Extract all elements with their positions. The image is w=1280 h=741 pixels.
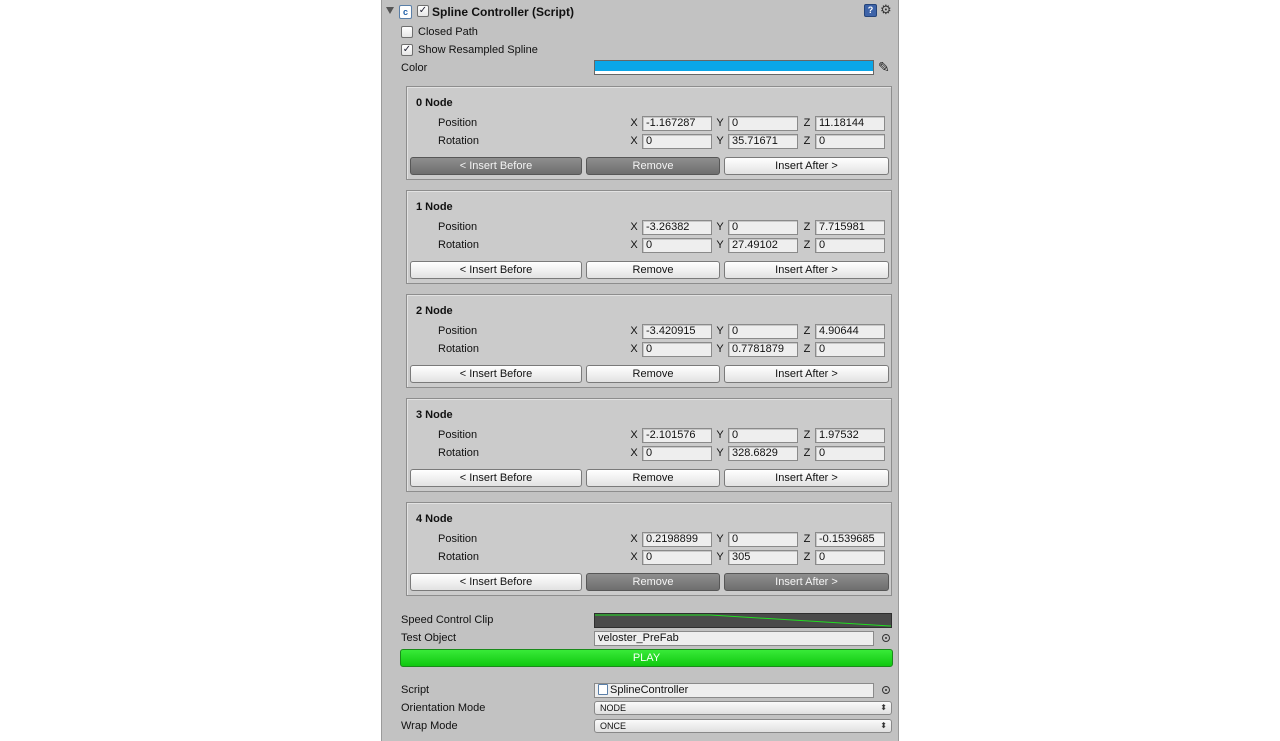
rotation-z-field[interactable]: 0 [815, 238, 885, 253]
rotation-y-field[interactable]: 35.71671 [728, 134, 798, 149]
axis-y-label: Y [716, 429, 724, 441]
script-file-icon [598, 684, 608, 695]
rotation-label: Rotation [438, 447, 479, 459]
axis-z-label: Z [803, 429, 811, 441]
position-label: Position [438, 221, 478, 233]
position-y-field[interactable]: 0 [728, 116, 798, 131]
axis-z-label: Z [803, 135, 811, 147]
position-x-field[interactable]: -3.420915 [642, 324, 712, 339]
insert-after-button[interactable]: Insert After > [724, 261, 889, 279]
speed-curve-field[interactable] [594, 613, 892, 628]
rotation-y-field[interactable]: 328.6829 [728, 446, 798, 461]
script-field-value: SplineController [610, 684, 689, 696]
insert-before-button[interactable]: < Insert Before [410, 469, 582, 487]
axis-x-label: X [630, 447, 638, 459]
axis-x-label: X [630, 429, 638, 441]
axis-x-label: X [630, 117, 638, 129]
position-y-field[interactable]: 0 [728, 220, 798, 235]
color-field[interactable] [594, 60, 874, 75]
node-title: 4 Node [416, 513, 453, 525]
position-label: Position [438, 533, 478, 545]
component-title: Spline Controller (Script) [432, 5, 575, 19]
axis-y-label: Y [716, 551, 724, 563]
axis-y-label: Y [716, 343, 724, 355]
rotation-label: Rotation [438, 343, 479, 355]
axis-z-label: Z [803, 551, 811, 563]
axis-z-label: Z [803, 325, 811, 337]
axis-z-label: Z [803, 117, 811, 129]
insert-before-button[interactable]: < Insert Before [410, 261, 582, 279]
rotation-x-field[interactable]: 0 [642, 446, 712, 461]
position-z-field[interactable]: 11.18144 [815, 116, 885, 131]
node-panel-3 [406, 398, 892, 492]
node-panel-0 [406, 86, 892, 180]
node-panel-1 [406, 190, 892, 284]
node-panel-2 [406, 294, 892, 388]
insert-after-button[interactable]: Insert After > [724, 157, 889, 175]
play-button[interactable]: PLAY [400, 649, 893, 667]
script-field[interactable] [594, 683, 874, 698]
closed-path-checkbox[interactable] [401, 26, 413, 38]
insert-before-button[interactable]: < Insert Before [410, 157, 582, 175]
orientation-mode-value: NODE [600, 703, 627, 713]
node-panel-4 [406, 502, 892, 596]
script-picker-icon[interactable] [882, 686, 890, 694]
script-icon: c [399, 5, 412, 19]
position-z-field[interactable]: 4.90644 [815, 324, 885, 339]
position-z-field[interactable]: 7.715981 [815, 220, 885, 235]
dropdown-arrows-icon: ⬍ [880, 721, 887, 730]
rotation-y-field[interactable]: 27.49102 [728, 238, 798, 253]
speed-control-label: Speed Control Clip [401, 614, 494, 626]
axis-y-label: Y [716, 239, 724, 251]
speed-curve-graph [595, 614, 891, 627]
rotation-x-field[interactable]: 0 [642, 134, 712, 149]
axis-y-label: Y [716, 533, 724, 545]
closed-path-label: Closed Path [418, 26, 478, 38]
rotation-z-field[interactable]: 0 [815, 134, 885, 149]
remove-button[interactable]: Remove [586, 157, 720, 175]
test-object-label: Test Object [401, 632, 457, 644]
axis-x-label: X [630, 551, 638, 563]
axis-z-label: Z [803, 533, 811, 545]
object-picker-icon[interactable] [882, 634, 890, 642]
position-label: Position [438, 429, 478, 441]
gear-icon[interactable]: ⚙ [880, 2, 892, 17]
rotation-y-field[interactable]: 0.7781879 [728, 342, 798, 357]
axis-x-label: X [630, 325, 638, 337]
eyedropper-icon[interactable]: ✎ [878, 59, 890, 75]
orientation-mode-select[interactable] [594, 701, 892, 715]
axis-x-label: X [630, 533, 638, 545]
node-title: 0 Node [416, 97, 453, 109]
axis-y-label: Y [716, 117, 724, 129]
node-title: 1 Node [416, 201, 453, 213]
remove-button[interactable]: Remove [586, 365, 720, 383]
inspector-panel [381, 0, 899, 741]
axis-x-label: X [630, 343, 638, 355]
rotation-x-field[interactable]: 0 [642, 342, 712, 357]
help-icon[interactable]: ? [864, 4, 877, 17]
rotation-z-field[interactable]: 0 [815, 342, 885, 357]
component-header[interactable] [382, 0, 898, 24]
insert-after-button[interactable]: Insert After > [724, 469, 889, 487]
axis-z-label: Z [803, 221, 811, 233]
insert-before-button[interactable]: < Insert Before [410, 365, 582, 383]
axis-x-label: X [630, 221, 638, 233]
dropdown-arrows-icon: ⬍ [880, 703, 887, 712]
position-z-field[interactable]: -0.1539685 [815, 532, 885, 547]
insert-after-button[interactable]: Insert After > [724, 573, 889, 591]
remove-button[interactable]: Remove [586, 469, 720, 487]
rotation-x-field[interactable]: 0 [642, 238, 712, 253]
orientation-mode-label: Orientation Mode [401, 702, 486, 714]
component-enabled-checkbox[interactable]: ✓ [418, 5, 428, 16]
position-x-field[interactable]: -3.26382 [642, 220, 712, 235]
position-x-field[interactable]: 0.2198899 [642, 532, 712, 547]
position-z-field[interactable]: 1.97532 [815, 428, 885, 443]
show-resampled-checkbox[interactable]: ✓ [402, 44, 412, 55]
axis-z-label: Z [803, 239, 811, 251]
script-label: Script [401, 684, 430, 696]
test-object-field[interactable]: veloster_PreFab [594, 631, 874, 646]
rotation-label: Rotation [438, 239, 479, 251]
foldout-arrow-icon[interactable] [386, 7, 394, 14]
rotation-z-field[interactable]: 0 [815, 550, 885, 565]
axis-z-label: Z [803, 343, 811, 355]
axis-x-label: X [630, 135, 638, 147]
wrap-mode-label: Wrap Mode [401, 720, 458, 732]
rotation-label: Rotation [438, 551, 479, 563]
color-label: Color [401, 62, 428, 74]
insert-after-button[interactable]: Insert After > [724, 365, 889, 383]
axis-x-label: X [630, 239, 638, 251]
position-label: Position [438, 325, 478, 337]
color-swatch [595, 61, 873, 71]
rotation-z-field[interactable]: 0 [815, 446, 885, 461]
insert-before-button[interactable]: < Insert Before [410, 573, 582, 591]
wrap-mode-select[interactable] [594, 719, 892, 733]
position-y-field[interactable]: 0 [728, 324, 798, 339]
wrap-mode-value: ONCE [600, 721, 627, 731]
axis-y-label: Y [716, 135, 724, 147]
rotation-y-field[interactable]: 305 [728, 550, 798, 565]
position-y-field[interactable]: 0 [728, 428, 798, 443]
position-label: Position [438, 117, 478, 129]
axis-y-label: Y [716, 221, 724, 233]
node-title: 2 Node [416, 305, 453, 317]
axis-y-label: Y [716, 447, 724, 459]
show-resampled-label: Show Resampled Spline [418, 44, 538, 56]
node-title: 3 Node [416, 409, 453, 421]
remove-button[interactable]: Remove [586, 573, 720, 591]
remove-button[interactable]: Remove [586, 261, 720, 279]
position-y-field[interactable]: 0 [728, 532, 798, 547]
position-x-field[interactable]: -2.101576 [642, 428, 712, 443]
speed-curve-line [595, 615, 891, 626]
axis-z-label: Z [803, 447, 811, 459]
position-x-field[interactable]: -1.167287 [642, 116, 712, 131]
rotation-label: Rotation [438, 135, 479, 147]
rotation-x-field[interactable]: 0 [642, 550, 712, 565]
axis-y-label: Y [716, 325, 724, 337]
